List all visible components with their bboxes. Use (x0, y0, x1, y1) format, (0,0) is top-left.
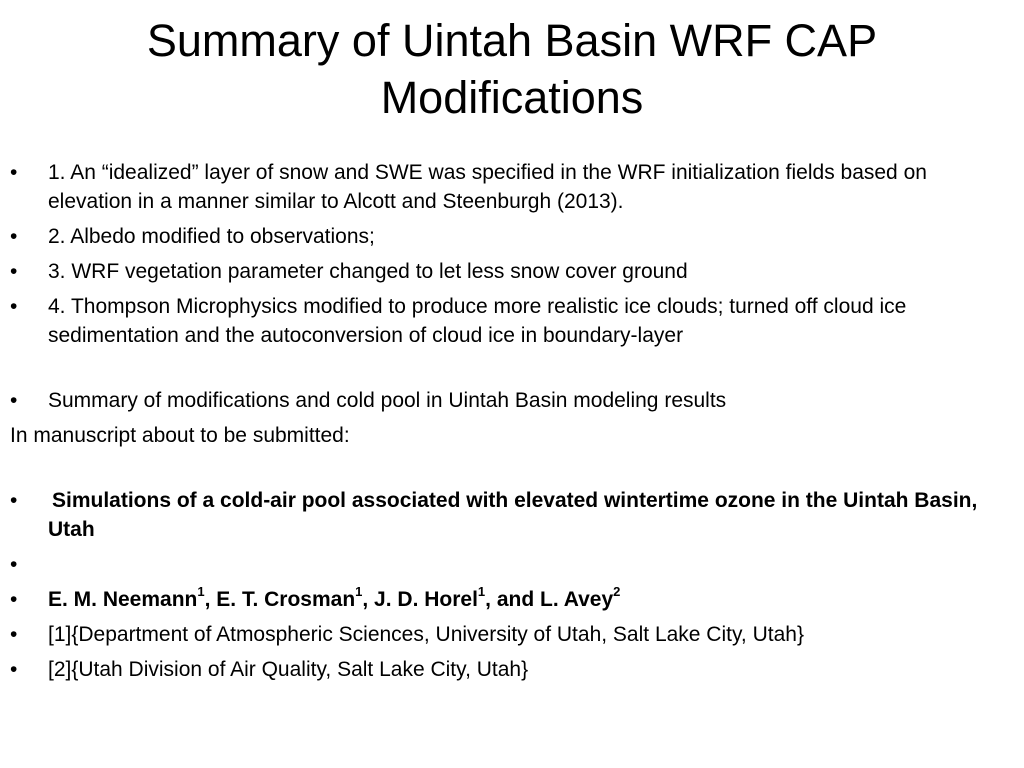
bullet-dot: • (10, 658, 18, 681)
affiliation-text: [1]{Department of Atmospheric Sciences, University of Utah, Salt Lake City, Utah} (48, 623, 804, 646)
bullet-dot: • (10, 623, 18, 646)
bullet-dot: • (10, 225, 18, 248)
bullet-item-albedo (10, 222, 1010, 251)
paper-title: Simulations of a cold-air pool associated with elevated wintertime ozone in the Uintah Basin, Utah (48, 489, 978, 541)
bullet-item-summary (10, 386, 1010, 415)
bullet-item-paper-title (10, 486, 1010, 544)
bullet-dot: • (10, 295, 18, 318)
affiliation-text: [2]{Utah Division of Air Quality, Salt Lake City, Utah} (48, 658, 529, 681)
author-affiliation-mark: 2 (613, 584, 621, 599)
slide-title-line-1: Summary of Uintah Basin WRF CAP (146, 15, 878, 66)
slide-body (10, 158, 1010, 684)
bullet-text: Summary of modifications and cold pool in Uintah Basin modeling results (48, 389, 727, 412)
author-affiliation-mark: 1 (477, 584, 486, 599)
slide-title (60, 12, 964, 126)
slide-title-line-2: Modifications (380, 72, 644, 123)
bullet-text: 4. Thompson Microphysics modified to produce more realistic ice clouds; turned off cloud ice sedimentation and the autoconversion of cloud ice in boundary-layer (48, 295, 907, 347)
author-name: , E. T. Crosman (204, 588, 356, 611)
bullet-dot: • (10, 260, 18, 283)
manuscript-line: In manuscript about to be submitted: (10, 424, 350, 447)
author-affiliation-mark: 1 (355, 584, 363, 599)
author-affiliation-mark: 1 (197, 584, 205, 599)
author-name: , and L. Avey (485, 588, 614, 611)
bullet-dot: • (10, 588, 18, 611)
bullet-text: 3. WRF vegetation parameter changed to let less snow cover ground (48, 260, 688, 283)
bullet-dot: • (10, 489, 18, 512)
bullet-item-authors (10, 585, 1010, 614)
bullet-item-microphysics (10, 292, 1010, 350)
bullet-item-vegetation (10, 257, 1010, 286)
bullet-text: 1. An “idealized” layer of snow and SWE was specified in the WRF initialization fields based on elevation in a manner similar to Alcott and Steenburgh (2013). (48, 161, 927, 213)
author-list (48, 584, 621, 611)
bullet-item-affiliation-1 (10, 620, 1010, 649)
bullet-dot: • (10, 161, 18, 184)
bullet-item-snow-swe (10, 158, 1010, 216)
author-name: , J. D. Horel (362, 588, 478, 611)
bullet-dot: • (10, 389, 18, 412)
author-name: E. M. Neemann (48, 588, 198, 611)
bullet-item-empty (10, 550, 1010, 579)
bullet-item-affiliation-2 (10, 655, 1010, 684)
bullet-dot: • (10, 553, 18, 576)
bullet-text: 2. Albedo modified to observations; (48, 225, 375, 248)
